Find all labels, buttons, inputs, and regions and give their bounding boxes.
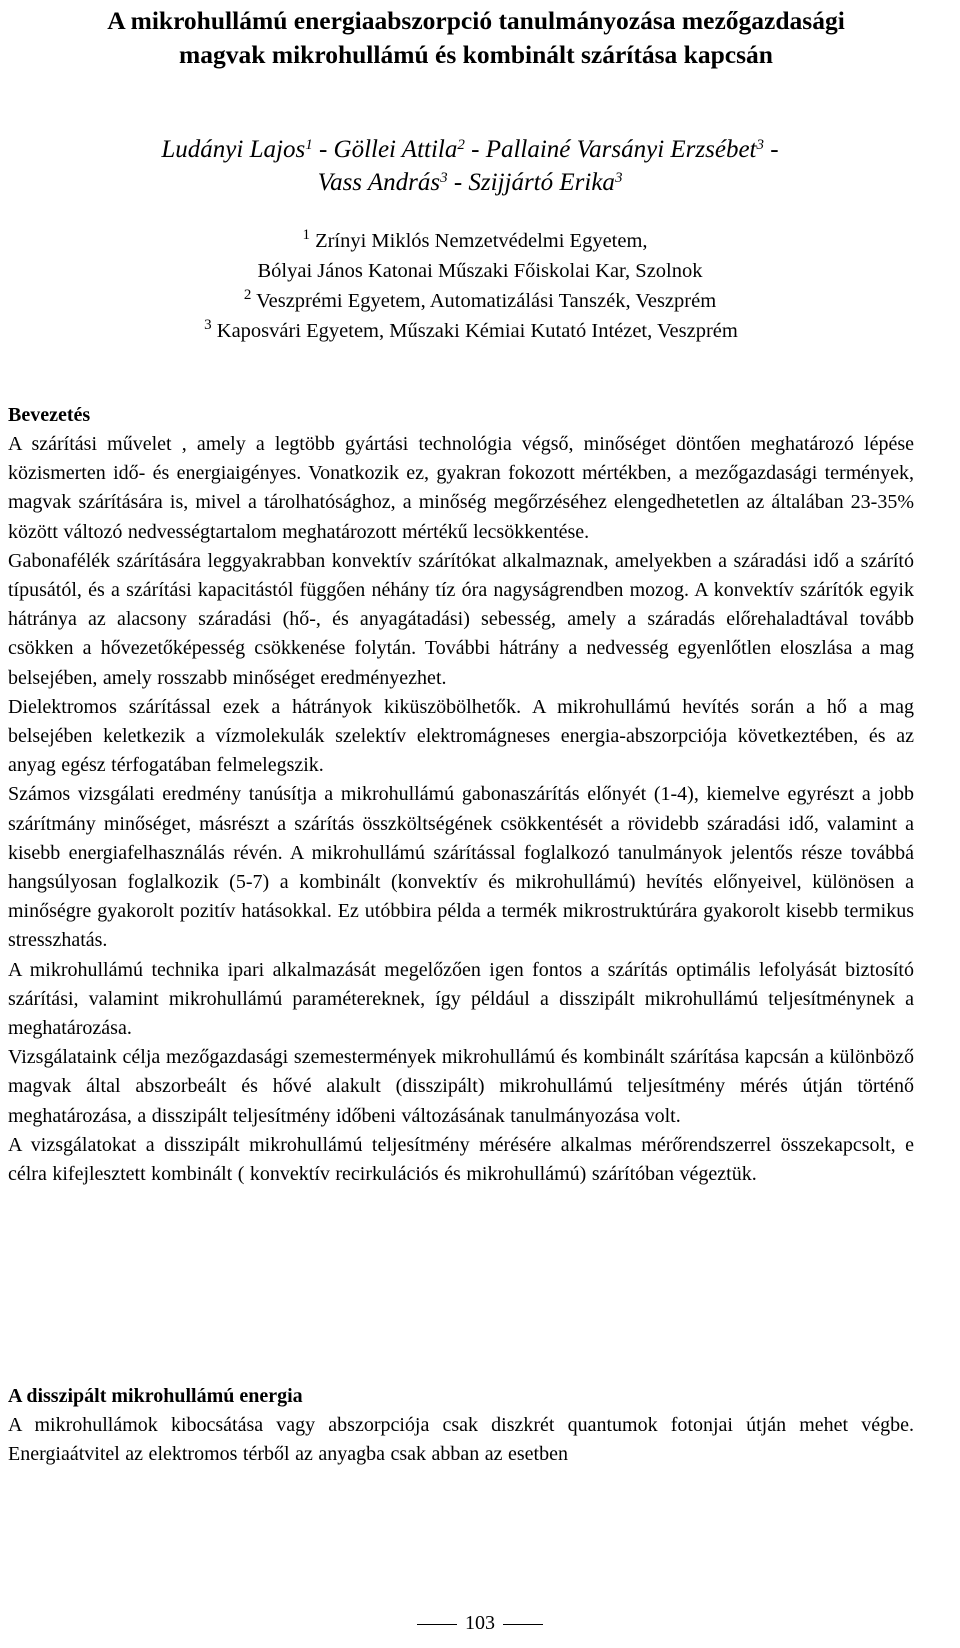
affiliation-list xyxy=(120,226,840,346)
paragraph: Gabonafélék szárítására leggyakrabban konvektív szárítókat alkalmaznak, amelyekben a száradási idő a szárító típusától, és a szárítási kapacitástól függően néhány tíz óra nagyságrendben mozog. A konvektív szárítók egyik hátránya az alacsony száradási (hő-, és anyagátadási) sebesség, amely a száradás előrehaladtával tovább csökken a hővezetőképesség csökkenése folytán. További hátrány a nedvesség egyenlőtlen eloszlása a mag belsejében, amely rosszabb minőséget eredményezhet. xyxy=(8,549,914,689)
author-name: Szijjártó Erika xyxy=(468,169,615,196)
author-line-1 xyxy=(30,133,910,166)
author-name: Pallainé Varsányi Erzsébet xyxy=(485,136,757,163)
paragraph: A vizsgálatokat a disszipált mikrohullámú teljesítmény mérésére alkalmas mérőrendszerrel összekapcsolt, e célra kifejlesztett kombinált ( konvektív recirkulációs és mikrohullámú) szárítóban végeztük. xyxy=(8,1133,914,1186)
author-separator: - xyxy=(447,169,469,196)
affiliation-marker: 3 xyxy=(204,316,212,333)
affiliation-text: Veszprémi Egyetem, Automatizálási Tanszék, Veszprém xyxy=(256,290,717,312)
affiliation-marker: 2 xyxy=(243,286,252,303)
section-introduction xyxy=(8,401,914,1189)
paragraph: Számos vizsgálati eredmény tanúsítja a mikrohullámú gabonaszárítás előnyét (1-4), kiemelve egyrészt a jobb szárítmány minőséget, másrészt a szárítás összköltségének csökkentését a rövidebb száradási idő, valamint a kisebb energiafelhasználás révén. A mikrohullámú szárítással foglalkozó tanulmányok jelentős része továbbá hangsúlyosan foglalkozik (5-7) a kombinált (konvektív és mikrohullámú) hevítés előnyeivel, különösen a minőségre gyakorolt pozitív hatásokkal. Ez utóbbira példa a termék mikrostruktúrára gyakorolt kisebb termikus stresszhatás. xyxy=(8,783,914,952)
paragraph: A szárítási művelet , amely a legtöbb gyártási technológia végső, minőséget döntően meghatározó lépése közismerten idő- és energiaigényes. Vonatkozik ez, gyakran fokozott mértékben, a mezőgazdasági termények, magvak szárítására is, mivel a tárolhatósághoz, a minőség megőrzéséhez elengedhetetlen az általában 23-35% között változó nedvességtartalom meghatározott mértékű lecsökkentése. xyxy=(8,433,914,543)
affiliation-3 xyxy=(120,316,840,346)
paragraph: A mikrohullámok kibocsátása vagy abszorpciója csak diszkrét quantumok fotonjai útján mehet végbe. Energiaátvitel az elektromos térből az anyagba csak abban az esetben xyxy=(8,1414,914,1465)
section-heading: A disszipált mikrohullámú energia xyxy=(8,1385,303,1407)
author-affiliation-marker: 3 xyxy=(440,169,448,186)
author-affiliation-marker: 3 xyxy=(756,136,764,153)
footer-dash-left xyxy=(417,1624,457,1625)
page-number: 103 xyxy=(465,1612,495,1634)
author-separator: - xyxy=(764,136,779,163)
author-affiliation-marker: 2 xyxy=(457,136,465,153)
affiliation-1-line-2: Bólyai János Katonai Műszaki Főiskolai Kar, Szolnok xyxy=(257,260,703,282)
paragraph: A mikrohullámú technika ipari alkalmazását megelőzően igen fontos a szárítás optimális lefolyását biztosító szárítási, valamint mikrohullámú paramétereknek, így például a disszipált mikrohullámú teljesítménynek a meghatározása. xyxy=(8,958,914,1040)
author-line-2 xyxy=(30,166,910,199)
paper-title xyxy=(24,4,928,72)
paragraph: Dielektromos szárítással ezek a hátrányok kiküszöbölhetők. A mikrohullámú hevítés során a hő a mag belsejében keletkezik a vízmolekulák szelektív elektromágneses energia-abszorpciója következtében, és az anyag egész térfogatában felmelegszik. xyxy=(8,695,914,777)
author-affiliation-marker: 1 xyxy=(305,136,313,153)
affiliation-text: Kaposvári Egyetem, Műszaki Kémiai Kutató Intézet, Veszprém xyxy=(216,320,738,342)
author-separator: - xyxy=(312,136,334,163)
affiliation-2 xyxy=(120,286,840,316)
author-separator: - xyxy=(464,136,486,163)
paragraph: Vizsgálataink célja mezőgazdasági szemestermények mikrohullámú és kombinált szárítása kapcsán a különböző magvak által abszorbeált és hővé alakult (disszipált) mikrohullámú teljesítmény mérés útján történő meghatározása, a disszipált teljesítmény időbeni változásának tanulmányozása volt. xyxy=(8,1046,914,1127)
section-dissipated-energy xyxy=(8,1382,914,1469)
author-list xyxy=(30,133,910,199)
footer-dash-right xyxy=(503,1624,543,1625)
affiliation-text: Zrínyi Miklós Nemzetvédelmi Egyetem, xyxy=(315,230,648,252)
affiliation-1-line-1 xyxy=(120,226,840,256)
author-name: Göllei Attila xyxy=(333,136,458,163)
affiliation-marker: 1 xyxy=(302,226,310,243)
author-affiliation-marker: 3 xyxy=(614,169,623,186)
section-heading: Bevezetés xyxy=(8,404,91,426)
page-footer xyxy=(0,1610,960,1636)
title-line-1: A mikrohullámú energiaabszorpció tanulmányozása mezőgazdasági xyxy=(107,6,845,35)
title-line-2: magvak mikrohullámú és kombinált szárítása kapcsán xyxy=(179,40,773,69)
author-name: Ludányi Lajos xyxy=(161,136,306,163)
author-name: Vass András xyxy=(317,169,441,196)
